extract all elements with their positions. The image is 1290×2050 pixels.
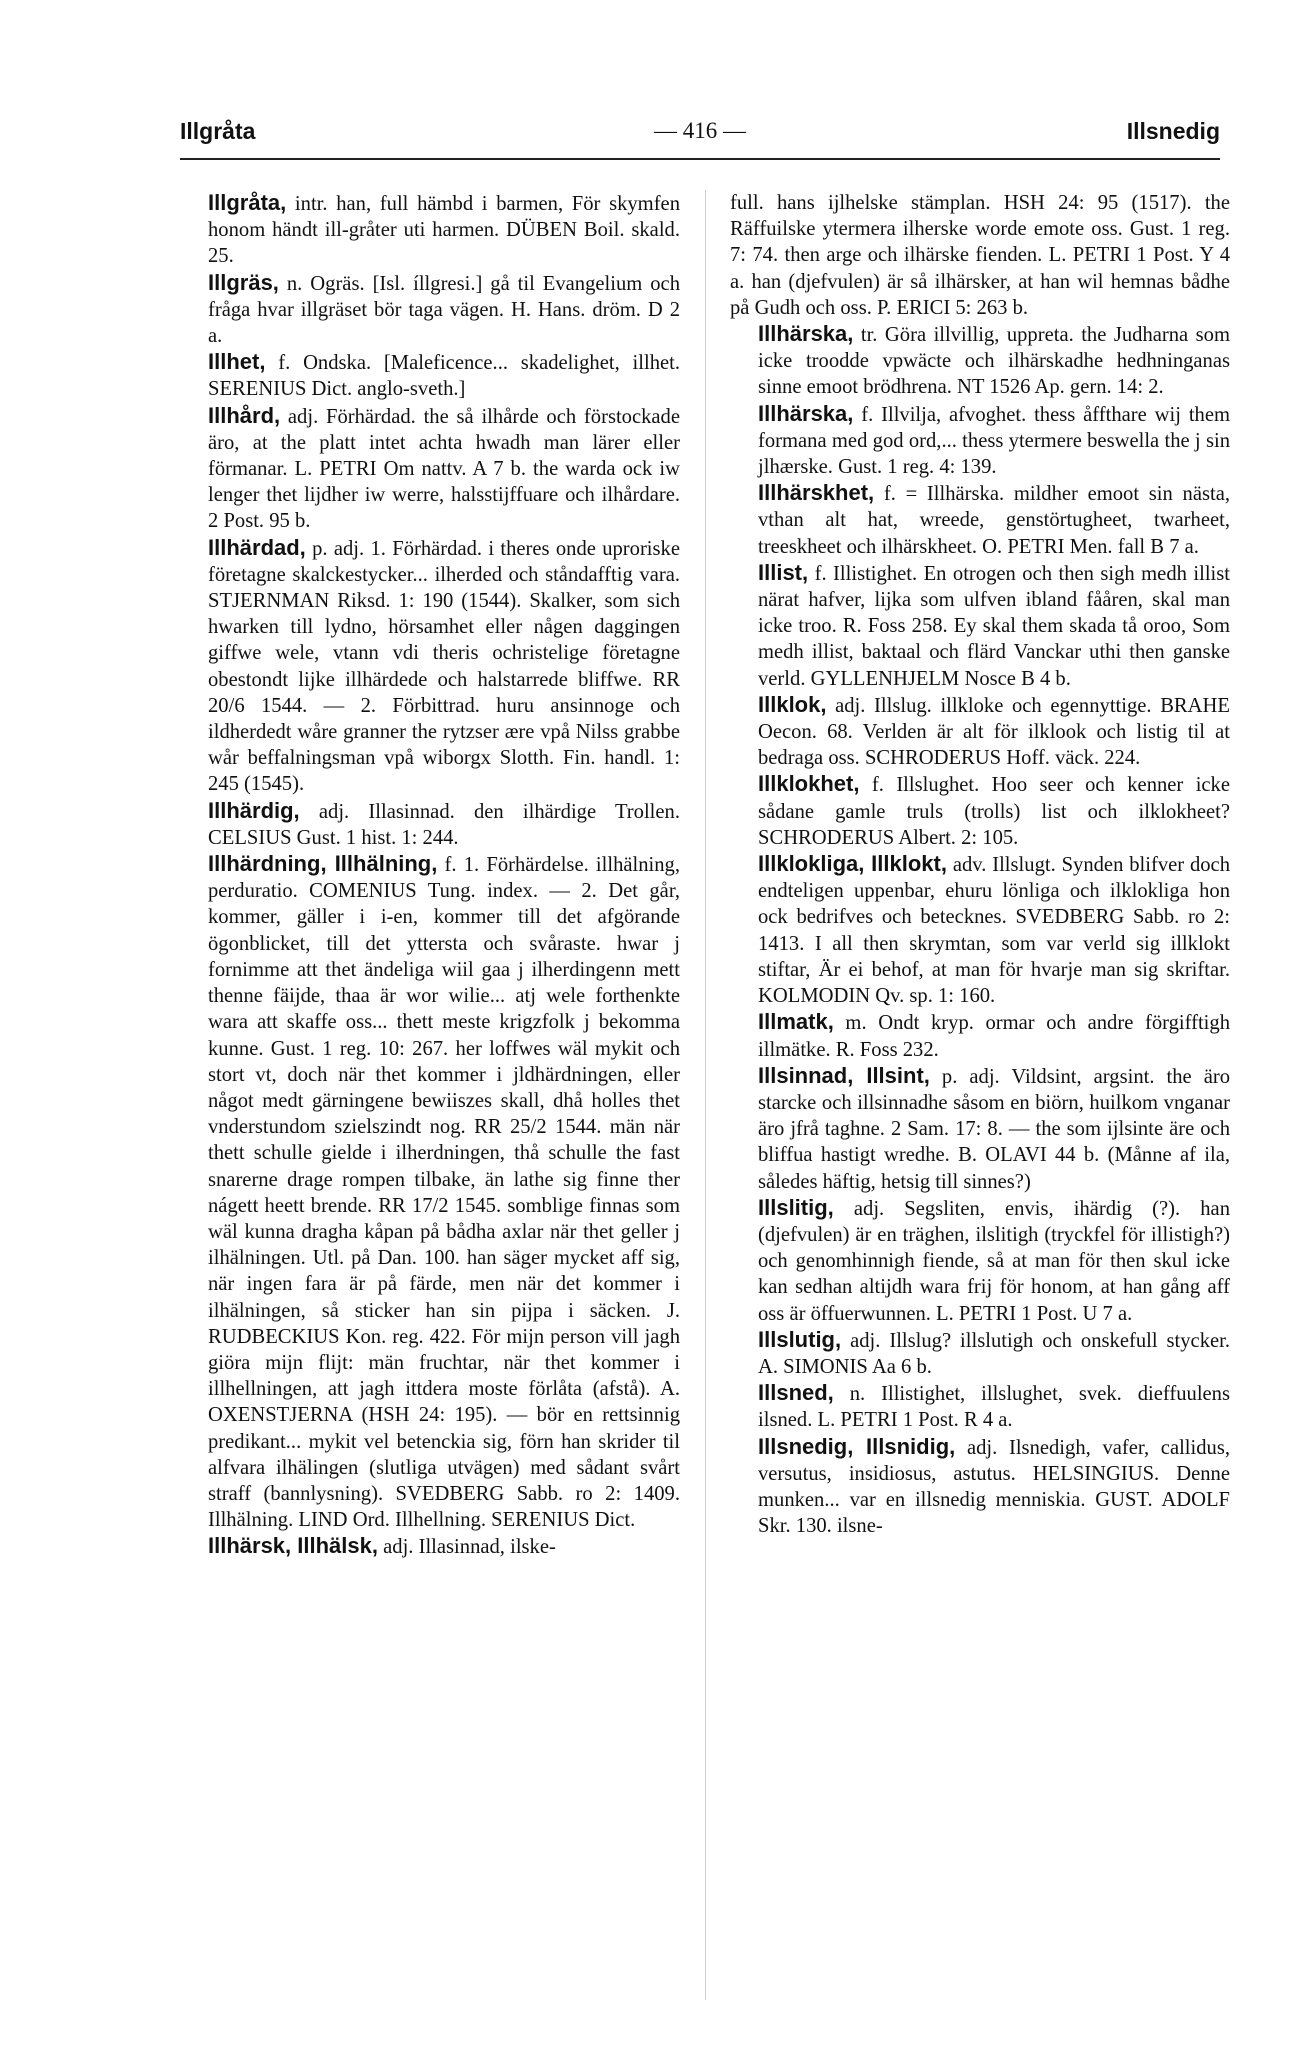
header-left-guideword: Illgråta — [180, 118, 256, 144]
entry-text: adj. Illasinnad. den ilhärdige Trollen. CELSIUS Gust. 1 hist. 1: 244. — [208, 800, 680, 849]
entry-text: adv. Illslugt. Synden blifver doch endteligen uppenbar, ehuru lönliga och ilklokliga hon ock bedrifves och betecknes. SVEDBERG Sabb. ro 2: 1413. I all then skrymtan, som var verld sig illklokt stiftar, Är ei behof, at man för hvarje man sig skriftar. KOLMODIN Qv. sp. 1: 160. — [758, 854, 1230, 1008]
dictionary-entry — [730, 1009, 1230, 1062]
entry-text: f. 1. Förhärdelse. illhälning, perduratio. COMENIUS Tung. index. — 2. Det går, kommer, gäller i i-en, kommer till det afgörande ögonblicket, till det yttersta och svåraste. hwar j fornimme att thet ändeliga wiil gaa j ilherdingenn mett thenne fäijde, thaa är wor wilie... atj wele forthenkte wara att skaffe oss... thett meste krigzfolk j bekomma kunne. Gust. 1 reg. 10: 267. her loffwes wäl mykit och stort vt, doch när thet kommer i jldhärdningen, eller något medt gärningene bewiiszes skall, dhå holles thet vnderstundom szielszindt nog. RR 25/2 1544. män när thett schulle gielde i ilherdningen, thå schulle the fast snarerne drage rompen tilbake, än lathe sig finne ther nágett heett brende. RR 17/2 1545. somblige finnas som wäl kunna dragha kåpan på bådha axlar när thet geller j ilhälningen. Utl. på Dan. 100. han säger mycket aff sig, när ingen fara är på färde, men när det kommer i ilhälningen, så sticker han sin pijpa i säcken. J. RUDBECKIUS Kon. reg. 422. För mijn person vill jagh giöra mijn flijt: män fruchtar, när thet kommer i illhellningen, att jagh ittdera moste förlåta (afstå). A. OXENSTJERNA (HSH 24: 195). — bör en rettsinnig predikant... mykit vel betenckia sig, förn han skrider til alfvara ilhälingen (slutliga utvägen) med sådant svårt straff (bannlysning). SVEDBERG Sabb. ro 2: 1409. Illhälning. LIND Ord. Illhellning. SERENIUS Dict. — [208, 854, 681, 1532]
column-divider — [705, 190, 706, 2000]
entry-headword: Illist, — [758, 559, 809, 585]
entry-text: adj. Illslug. illkloke och egennyttige. BRAHE Oecon. 68. Verlden är alt för ilklook och listig til at bedraga oss. SCHRODERUS Hoff. väck. 224. — [758, 694, 1230, 770]
entry-headword: Illslutig, — [758, 1326, 842, 1352]
entry-headword: Illhärdig, — [208, 797, 300, 823]
entry-text: n. Ogräs. [Isl. íllgresi.] gå til Evangelium och fråga hvar illgräset bör taga vägen. H. Hans. dröm. D 2 a. — [208, 272, 680, 348]
entry-headword: Illhärdad, — [208, 534, 306, 560]
entry-text: n. Illistighet, illslughet, svek. dieffuulens ilsned. L. PETRI 1 Post. R 4 a. — [758, 1383, 1230, 1432]
dictionary-entry — [730, 480, 1230, 560]
dictionary-entry — [180, 1533, 680, 1560]
entry-text: f. Illslughet. Hoo seer och kenner icke sådane gamle truls (trolls) list och ilklokheet? SCHRODERUS Albert. 2: 105. — [758, 774, 1230, 849]
entry-text: p. adj. Vildsint, argsint. the äro starcke och illsinnadhe såsom en biörn, huilkom vnganar äro jfrå taghne. 2 Sam. 17: 8. — the som ijlsinte äre och bliffua hastigt wredhe. B. OLAVI 44 b. (Månne af ila, således häftig, hetsig till sinnes?) — [758, 1065, 1230, 1193]
entry-headword: Illhärska, — [758, 321, 854, 347]
entry-headword: Illgräs, — [208, 269, 279, 295]
entry-headword: Illsnedig, Illsnidig, — [758, 1433, 956, 1459]
dictionary-entry — [180, 851, 680, 1533]
header-right-guideword: Illsnedig — [1126, 118, 1220, 144]
entry-headword: Illhärsk, Illhälsk, — [208, 1533, 378, 1559]
entry-headword: Illhård, — [208, 402, 281, 428]
entry-text: tr. Göra illvillig, uppreta. the Judharna som icke troodde vpwäcte och ilhärskadhe hedhninganas sinne emoot brödhrena. NT 1526 Ap. gern. 14: 2. — [758, 324, 1230, 399]
dictionary-entry — [180, 798, 680, 851]
dictionary-entry — [730, 321, 1230, 401]
dictionary-entry — [730, 692, 1230, 772]
entry-text: full. hans ijlhelske stämplan. HSH 24: 95 (1517). the Räffuilske ytermera ilherske worde emote oss. Gust. 1 reg. 7: 74. then arge och ilhärske fienden. L. PETRI 1 Post. Y 4 a. han (djefvulen) är så ilhärsker, at han wil hemnas bådhe på Gudh och oss. P. ERICI 5: 263 b. — [730, 192, 1230, 319]
entry-headword: Illsinnad, Illsint, — [758, 1062, 930, 1088]
entry-text: f. Illvilja, afvoghet. thess åffthare wij them formana med god ord,... thess ytermere beswella the j sin jlhærske. Gust. 1 reg. 4: 139. — [758, 403, 1230, 479]
right-column — [730, 190, 1230, 1539]
page-number: — 416 — — [654, 118, 746, 143]
entry-text: p. adj. 1. Förhärdad. i theres onde uproriske företagne skalckestycker... ilherded och ståndafftig vara. STJERNMAN Riksd. 1: 190 (1544). Skalker, som sich hwarken till lydno, hörsamhet eller någen daggingen giffwe wele, vtann vdi theris ochristelige företagne obestondt lijke illhärdede och halstarrede bliffwe. RR 20/6 1544. — 2. Förbittrad. huru ansinnoge och ildherdedt wåre granner the rytzser ære vpå Nilss grabbe wår beffalningsman vpå wiborgx Slotth. Fin. handl. 1: 245 (1545). — [208, 537, 680, 796]
entry-text: f. Illistighet. En otrogen och then sigh medh illist närat hafver, lijka som ulfven ibland fååren, skal man icke troo. R. Foss 258. Ey skal them skada tå oroo, Som medh illist, baktaal och flärd Vanckar uthi then ganske verld. GYLLENHJELM Nosce B 4 b. — [758, 562, 1230, 690]
dictionary-entry — [730, 1063, 1230, 1195]
dictionary-entry — [180, 270, 680, 350]
entry-headword: Illhärska, — [758, 400, 854, 426]
dictionary-entry — [730, 1380, 1230, 1433]
entry-headword: Illsned, — [758, 1380, 834, 1406]
entry-text: intr. han, full hämbd i barmen, För skymfen honom händt ill-gråter uti harmen. DÜBEN Boil. skald. 25. — [208, 193, 680, 268]
entry-headword: Illklokhet, — [758, 771, 860, 797]
entry-headword: Illslitig, — [758, 1194, 834, 1220]
entry-headword: Illhärskhet, — [758, 480, 875, 506]
dictionary-entry — [730, 771, 1230, 851]
dictionary-entry — [730, 851, 1230, 1009]
dictionary-entry — [180, 190, 680, 270]
dictionary-entry — [730, 1327, 1230, 1380]
entry-headword: Illmatk, — [758, 1009, 834, 1035]
dictionary-entry — [180, 535, 680, 798]
entry-text: adj. Ilsnedigh, vafer, callidus, versutus, insidiosus, astutus. HELSINGIUS. Denne munken... var en illsnedig menniskia. GUST. ADOLF Skr. 130. ilsne- — [758, 1436, 1230, 1538]
entry-text: f. = Illhärska. mildher emoot sin nästa, vthan alt hat, wreede, genstörtugheet, twarheet, treeskheet och ilhärskheet. O. PETRI Men. fall B 7 a. — [758, 483, 1230, 558]
dictionary-entry — [730, 1434, 1230, 1540]
entry-headword: Illklok, — [758, 691, 827, 717]
entry-text: adj. Illasinnad, ilske- — [377, 1536, 556, 1559]
entry-text: m. Ondt kryp. ormar och andre förgifftigh illmätke. R. Foss 232. — [758, 1012, 1230, 1061]
entry-text: f. Ondska. [Maleficence... skadelighet, illhet. SERENIUS Dict. anglo-sveth.] — [208, 352, 680, 401]
dictionary-entry — [180, 403, 680, 535]
entry-text: adj. Segsliten, envis, ihärdig (?). han (djefvulen) är en träghen, ilslitigh (tryckfel för illistigh?) och genomhinnigh fiende, så at man för then skul icke kan sedhan altijdh wara frij för honom, at han gång aff oss är öffuerwunnen. L. PETRI 1 Post. U 7 a. — [758, 1197, 1230, 1325]
page-header — [180, 118, 1220, 160]
entry-headword: Illklokliga, Illklokt, — [758, 851, 947, 877]
dictionary-entry — [730, 190, 1230, 321]
dictionary-entry — [730, 560, 1230, 692]
entry-text: adj. Illslug? illslutigh och onskefull stycker. A. SIMONIS Aa 6 b. — [758, 1329, 1230, 1378]
left-column — [180, 190, 680, 1561]
dictionary-entry — [730, 1195, 1230, 1327]
entry-headword: Illhärdning, Illhälning, — [208, 851, 438, 877]
dictionary-entry — [180, 349, 680, 402]
entry-text: adj. Förhärdad. the så ilhårde och förstockade äro, at the platt intet achta hwadh man lärer eller förmanar. L. PETRI Om nattv. A 7 b. the warda ock iw lenger thet lijdher iw werre, halsstijffuare och ilhårdare. 2 Post. 95 b. — [208, 405, 680, 533]
dictionary-entry — [730, 401, 1230, 481]
entry-headword: Illhet, — [208, 349, 266, 375]
entry-headword: Illgråta, — [208, 190, 287, 215]
